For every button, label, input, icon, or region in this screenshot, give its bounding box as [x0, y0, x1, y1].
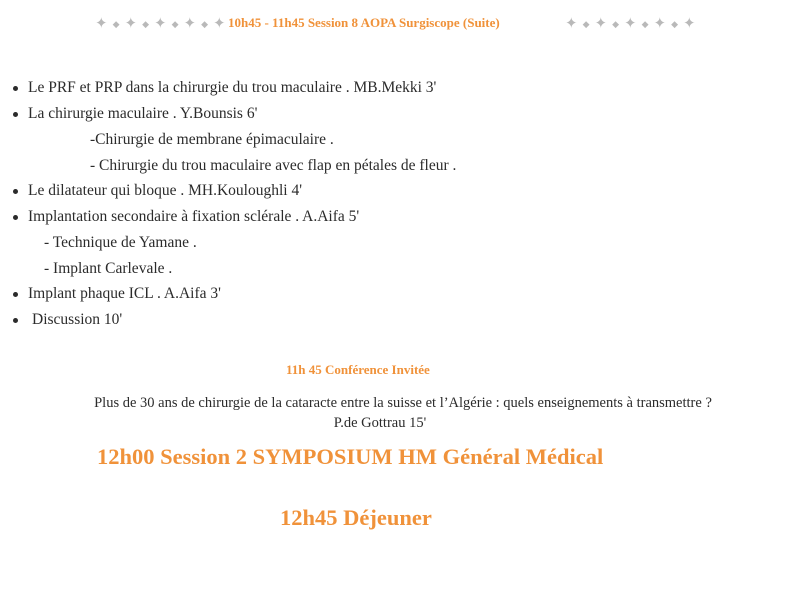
- list-subitem: - Chirurgie du trou maculaire avec flap en pétales de fleur .: [90, 157, 457, 174]
- bullet-icon: [13, 86, 18, 91]
- bullet-icon: [13, 112, 18, 117]
- sparkle-star-icon: ✦ ◆ ✦ ◆ ✦ ◆ ✦ ◆ ✦: [565, 15, 696, 32]
- bullet-icon: [13, 189, 18, 194]
- sparkle-star-icon: ✦ ◆ ✦ ◆ ✦ ◆ ✦ ◆ ✦: [95, 15, 226, 32]
- conference-text: Plus de 30 ans de chirurgie de la cataracte entre la suisse et l’Algérie : quels enseignements à transmettre ?: [94, 395, 712, 411]
- list-item: La chirurgie maculaire . Y.Bounsis 6': [28, 105, 258, 122]
- conference-title: 11h 45 Conférence Invitée: [286, 362, 430, 377]
- conference-author: P.de Gottrau 15': [333, 415, 427, 431]
- list-subitem: -Chirurgie de membrane épimaculaire .: [90, 131, 334, 148]
- list-item: Le PRF et PRP dans la chirurgie du trou maculaire . MB.Mekki 3': [28, 79, 437, 96]
- session-title: 10h45 - 11h45 Session 8 AOPA Surgiscope (Suite): [228, 15, 500, 30]
- symposium-title: 12h00 Session 2 SYMPOSIUM HM Général Médical: [97, 444, 604, 469]
- bullet-icon: [13, 292, 18, 297]
- list-subitem: - Implant Carlevale .: [44, 260, 173, 277]
- list-item: Discussion 10': [32, 311, 123, 328]
- list-item: Implantation secondaire à fixation sclérale . A.Aifa 5': [28, 208, 360, 225]
- lunch-title: 12h45 Déjeuner: [280, 505, 432, 530]
- bullet-icon: [13, 215, 18, 220]
- bullet-icon: [13, 318, 18, 323]
- list-subitem: - Technique de Yamane .: [44, 234, 197, 251]
- list-item: Implant phaque ICL . A.Aifa 3': [28, 285, 221, 302]
- list-item: Le dilatateur qui bloque . MH.Kouloughli 4': [28, 182, 302, 199]
